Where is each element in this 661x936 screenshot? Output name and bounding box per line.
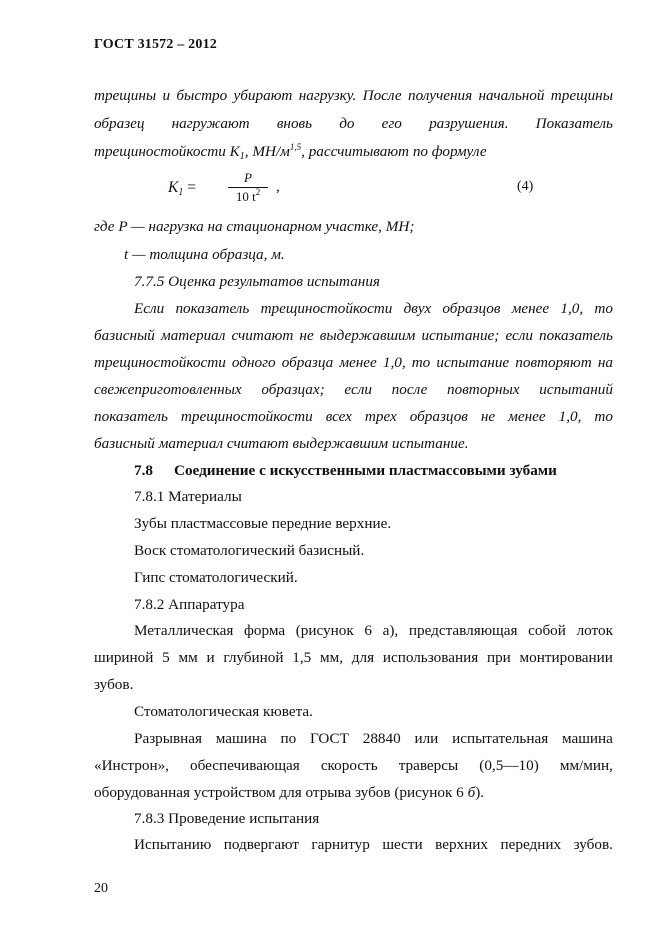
- word: и: [206, 649, 215, 666]
- word: для: [351, 649, 375, 666]
- word: менее: [511, 300, 550, 317]
- word: 28840: [362, 730, 401, 747]
- word: если: [344, 381, 372, 398]
- word: всех: [325, 408, 352, 425]
- word: показатель: [539, 327, 613, 344]
- section-7-8-2-heading: 7.8.2 Аппаратура: [134, 596, 245, 613]
- word: 5: [162, 649, 170, 666]
- p1-line-2: [94, 115, 613, 133]
- word: образца: [281, 354, 334, 371]
- formula-number: (4): [517, 179, 534, 194]
- word: по: [280, 730, 297, 747]
- word: (рисунок: [295, 622, 354, 639]
- apparatus-b: Стоматологическая кювета.: [134, 703, 313, 720]
- s783-line-1: [134, 836, 613, 854]
- word: мм: [178, 649, 198, 666]
- p1-line-3-end: , рассчитывают по формуле: [301, 143, 487, 160]
- word: образцах;: [261, 381, 325, 398]
- word: испытаний: [539, 381, 613, 398]
- word: образцов: [442, 300, 501, 317]
- s775-line-2: [94, 327, 613, 345]
- formula-comma: ,: [276, 179, 280, 195]
- word: использования: [382, 649, 479, 666]
- apparatus-a-line-2: [94, 649, 613, 667]
- word: форма: [244, 622, 286, 639]
- word: 6: [364, 622, 372, 639]
- word: на: [597, 354, 613, 371]
- word: шести: [382, 836, 423, 853]
- word: испытание: [436, 354, 510, 371]
- word: (0,5—10): [479, 757, 539, 774]
- word: 1,5: [292, 649, 312, 666]
- word: быстро: [176, 87, 228, 104]
- unit-text: , МН/м: [244, 143, 290, 160]
- word: траверсы: [398, 757, 459, 774]
- word: вновь: [276, 115, 313, 132]
- word: зубов.: [573, 836, 613, 853]
- word: трещиностойкости: [180, 408, 313, 425]
- word: подвергают: [223, 836, 299, 853]
- document-header: ГОСТ 31572 – 2012: [94, 37, 217, 52]
- s775-line-6: базисный материал считают выдержавшим испытание.: [94, 435, 469, 452]
- word: мм,: [320, 649, 344, 666]
- word: выдержавшим: [319, 327, 416, 344]
- formula-4: [168, 170, 568, 210]
- apparatus-c-line-3-text: оборудованная устройством для отрыва зубов (рисунок 6: [94, 784, 468, 801]
- word: и: [162, 87, 171, 104]
- section-7-7-5-heading: 7.7.5 Оценка результатов испытания: [134, 273, 380, 290]
- word: начальной: [478, 87, 545, 104]
- word: мм/мин,: [559, 757, 613, 774]
- word: Металлическая: [134, 622, 234, 639]
- word: 1,0,: [560, 300, 584, 317]
- word: нагружают: [171, 115, 250, 132]
- word: нагрузку.: [298, 87, 357, 104]
- formula-denominator-exponent: 2: [255, 187, 261, 197]
- word: до: [339, 115, 355, 132]
- word: повторяют: [515, 354, 592, 371]
- apparatus-a-line-3: зубов.: [94, 676, 134, 693]
- word: двух: [403, 300, 432, 317]
- s775-line-3: [94, 354, 613, 372]
- k-subscript: 1: [239, 151, 245, 162]
- word: менее: [508, 408, 546, 425]
- word: образцов: [409, 408, 468, 425]
- word: трещиностойкости: [94, 354, 226, 371]
- s775-line-5: [94, 408, 613, 426]
- word: машина: [561, 730, 613, 747]
- where-p: где P — нагрузка на стационарном участке, МН;: [94, 218, 415, 235]
- word: верхних: [435, 836, 488, 853]
- word: менее: [339, 354, 377, 371]
- material-3: Гипс стоматологический.: [134, 569, 298, 586]
- word: показатель: [175, 300, 250, 317]
- s775-line-4: [94, 381, 613, 399]
- word: то: [594, 408, 613, 425]
- word: ГОСТ: [310, 730, 349, 747]
- word: После: [362, 87, 402, 104]
- formula-denominator: [228, 189, 268, 205]
- unit-exponent: 1,5: [289, 142, 302, 152]
- word: Показатель: [535, 115, 613, 132]
- word: то: [411, 354, 431, 371]
- formula-equals: =: [183, 179, 196, 196]
- word: машина: [215, 730, 267, 747]
- word: скорость: [320, 757, 378, 774]
- where-t: t — толщина образца, м.: [124, 246, 285, 263]
- section-7-8-1-heading: 7.8.1 Материалы: [134, 488, 242, 505]
- section-7-8-3-heading: 7.8.3 Проведение испытания: [134, 810, 320, 827]
- fraction-bar: [228, 187, 268, 188]
- word: получения: [407, 87, 473, 104]
- word: лоток: [576, 622, 613, 639]
- word: глубиной: [223, 649, 284, 666]
- word: гарнитур: [311, 836, 370, 853]
- s775-line-1: [134, 300, 613, 318]
- formula-lhs: [168, 179, 196, 197]
- page-number: 20: [94, 881, 108, 896]
- word: «Инстрон»,: [94, 757, 169, 774]
- word: то: [594, 300, 613, 317]
- word: если: [505, 327, 533, 344]
- word: 1,0,: [382, 354, 406, 371]
- word: собой: [528, 622, 566, 639]
- material-1: Зубы пластмассовые передние верхние.: [134, 515, 392, 532]
- word: передних: [500, 836, 562, 853]
- word: трещины: [550, 87, 613, 104]
- word: не: [299, 327, 314, 344]
- word: повторных: [447, 381, 520, 398]
- apparatus-c-line-3: [94, 784, 484, 802]
- word: убирают: [233, 87, 293, 104]
- word: монтировании: [519, 649, 613, 666]
- word: материал: [161, 327, 226, 344]
- apparatus-a-line-1: [134, 622, 613, 640]
- apparatus-c-line-1: [134, 730, 613, 748]
- formula-fraction: [228, 170, 268, 205]
- word: его: [381, 115, 402, 132]
- formula-k-subscript: 1: [178, 187, 184, 198]
- word: свежеприготовленных: [94, 381, 242, 398]
- word: трех: [364, 408, 397, 425]
- p1-line-1: [94, 87, 613, 105]
- word: или: [414, 730, 439, 747]
- word: показатель: [94, 408, 168, 425]
- section-7-8-number: 7.8: [134, 462, 153, 479]
- word: Если: [134, 300, 165, 317]
- word: разрушения.: [429, 115, 509, 132]
- word: считают: [231, 327, 294, 344]
- formula-denominator-text: 10 t: [235, 189, 256, 204]
- word: а),: [382, 622, 399, 639]
- word: обеспечивающая: [190, 757, 300, 774]
- word: шириной: [94, 649, 154, 666]
- figure-ref-b: б: [467, 784, 476, 801]
- p1-line-3-text: трещиностойкости K: [94, 143, 240, 160]
- word: трещины: [94, 87, 157, 104]
- word: Разрывная: [134, 730, 203, 747]
- word: представляющая: [408, 622, 518, 639]
- word: при: [486, 649, 511, 666]
- formula-numerator: P: [244, 170, 252, 185]
- material-2: Воск стоматологический базисный.: [134, 542, 365, 559]
- word: не: [480, 408, 496, 425]
- word: 1,0,: [558, 408, 582, 425]
- word: базисный: [94, 327, 155, 344]
- word: образец: [94, 115, 145, 132]
- apparatus-c-line-2: [94, 757, 613, 775]
- apparatus-c-line-3-end: ).: [475, 784, 485, 801]
- word: испытательная: [452, 730, 549, 747]
- formula-k: K: [168, 179, 179, 196]
- word: трещиностойкости: [260, 300, 393, 317]
- word: Испытанию: [134, 836, 212, 853]
- word: одного: [231, 354, 276, 371]
- word: испытание;: [421, 327, 500, 344]
- word: после: [391, 381, 428, 398]
- section-7-8-title: Соединение с искусственными пластмассовыми зубами: [174, 462, 557, 479]
- p1-line-3: [94, 143, 487, 161]
